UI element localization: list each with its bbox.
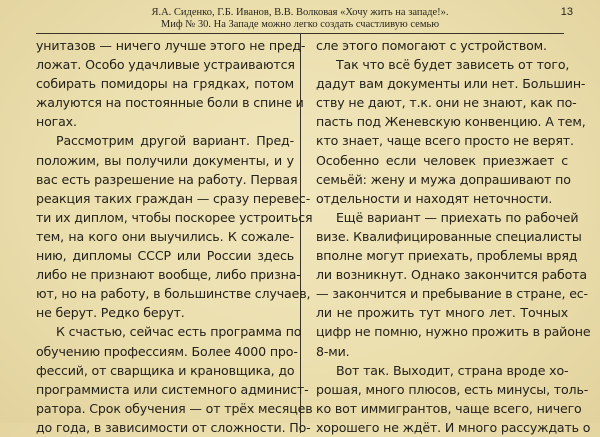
column-divider — [300, 33, 301, 433]
text-line: ратора. Срок обучения — от трёх месяцев — [36, 400, 313, 416]
text-line: дадут вам документы или нет. Большин- — [316, 76, 586, 92]
header-chapter-title: Миф № 30. На Западе можно легко создать счастливую семью — [160, 19, 440, 30]
text-line: до года, в зависимости от сложности. По- — [36, 419, 311, 435]
text-line: цифр не помню, нужно прожить в районе — [316, 324, 591, 340]
text-line: К счастью, сейчас есть программа по — [56, 324, 302, 340]
text-line: положим, вы получили документы, и у — [36, 152, 294, 168]
text-line: собирать помидоры на грядках, потом — [36, 76, 294, 92]
text-line: программиста или системного админист- — [36, 381, 309, 397]
text-line: кто знает, чаще всего просто не верят. — [316, 133, 574, 149]
text-line: ти их диплом, чтобы поскорее устроиться — [36, 209, 313, 225]
text-line: жалуются на постоянные боли в спине и — [36, 95, 304, 111]
text-line: семьёй: жену и мужа допрашивают по — [316, 171, 571, 187]
text-line: пасть под Женевскую конвенцию. А тем, — [316, 114, 586, 130]
text-line: ли не прожить тут много лет. Точных — [316, 305, 568, 321]
text-line: ют, но на работу, в большинстве случаев, — [36, 286, 311, 302]
right-column — [316, 36, 591, 437]
text-line: ли возникнут. Однако закончится работа — [316, 267, 587, 283]
text-line: сле этого помогают с устройством. — [316, 38, 547, 53]
text-line: вполне могут приехать, проблемы вряд — [316, 248, 578, 264]
left-column — [36, 36, 313, 437]
text-line: тем, на кого они выучились. К сожале- — [36, 228, 294, 244]
running-header — [0, 7, 600, 31]
text-line: рошая, много плюсов, есть минусы, толь- — [316, 381, 589, 397]
text-line: вас есть разрешение на работу. Первая — [36, 171, 298, 187]
text-line: нию, дипломы СССР или России здесь — [36, 248, 294, 264]
text-line: либо не признают вообще, либо призна- — [36, 267, 301, 283]
text-line: реакция таких граждан — сразу перевес- — [36, 190, 311, 206]
text-line: Особенно если человек приезжает с — [316, 152, 568, 168]
text-line: Рассмотрим другой вариант. Пред- — [56, 133, 294, 149]
text-line: унитазов — ничего лучше этого не пред- — [36, 38, 306, 53]
text-line: ногах. — [36, 114, 77, 130]
text-line: Ещё вариант — приехать по рабочей — [336, 209, 579, 225]
text-line: ко вот иммигрантов, чаще всего, ничего — [316, 400, 582, 416]
text-line: обучению профессиям. Более 4000 про- — [36, 343, 298, 359]
text-line: ложат. Особо удачливые устраиваются — [36, 57, 295, 73]
text-line: Вот так. Выходит, страна вроде хо- — [336, 362, 569, 378]
text-line: не берут. Редко берут. — [36, 305, 185, 321]
text-line: отдельности и находят неточности. — [316, 190, 553, 206]
text-line: ству не дают, т.к. они не знают, как по- — [316, 95, 577, 111]
text-line: — закончится и пребывание в стране, ес- — [316, 286, 588, 302]
text-line: 8-ми. — [316, 343, 350, 359]
text-line: хорошего не ждёт. И много рассуждать о — [316, 419, 591, 435]
page-number: 13 — [560, 6, 573, 18]
header-authors-title: Я.А. Сиденко, Г.Б. Иванов, В.В. Волковая «Хочу жить на западе!». — [151, 7, 449, 18]
text-line: Так что всё будет зависеть от того, — [336, 57, 570, 73]
text-line: фессий, от сварщика и крановщика, до — [36, 362, 295, 378]
text-line: визе. Квалифицированные специалисты — [316, 228, 582, 244]
